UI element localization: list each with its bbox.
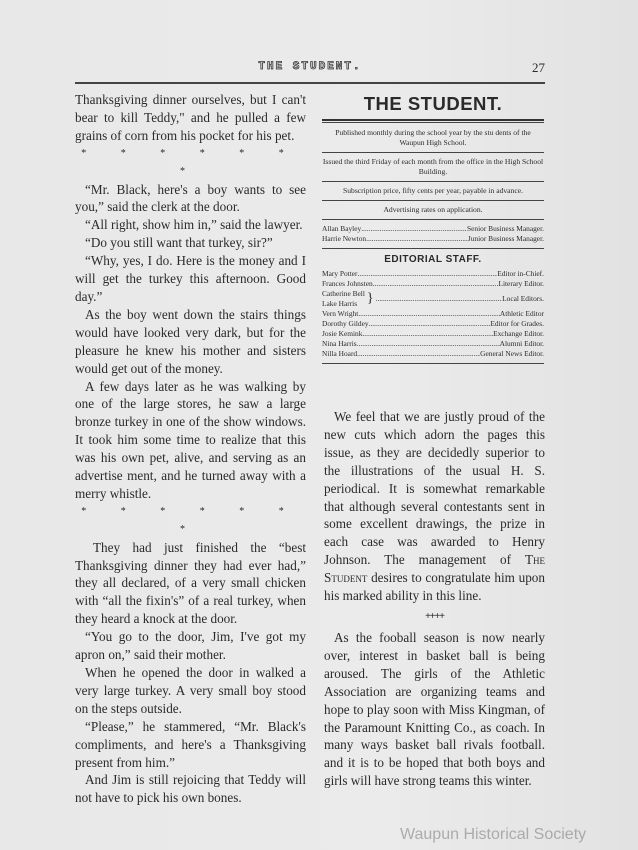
staff-name: Allan Bayley <box>322 224 362 233</box>
staff-name: Nilla Hoard <box>322 349 358 358</box>
staff-row <box>322 319 544 329</box>
watermark: Waupun Historical Society <box>400 826 587 843</box>
staff-role: Junior Business Manager. <box>467 234 544 243</box>
paragraph: “You go to the door, Jim, I've got my apron on,” said their mother. <box>75 629 306 663</box>
paragraph-new-cuts <box>324 408 545 605</box>
staff-row <box>322 339 544 349</box>
staff-row <box>322 279 544 289</box>
paragraph: “Mr. Black, here's a boy wants to see you,” said the clerk at the door. <box>75 181 306 215</box>
staff-role: Senior Business Manager. <box>467 224 544 233</box>
paragraph: Thanksgiving dinner ourselves, but I can't bear to kill Teddy," and he pulled a few grains of corn from his pocket for his pet. <box>75 92 306 143</box>
dot-leader <box>376 294 502 304</box>
dot-leader <box>361 224 467 234</box>
brace-mark: } <box>366 291 374 306</box>
dot-leader <box>369 319 491 329</box>
publication-name: The Student <box>324 552 545 586</box>
staff-role: Alumni Editor. <box>499 339 544 348</box>
paragraph: “Do you still want that turkey, sir?” <box>85 235 273 251</box>
masthead-title: THE STUDENT. <box>363 93 503 114</box>
manager-row <box>322 234 544 244</box>
staff-name: Vern Wright <box>322 309 359 318</box>
staff-role: Literary Editor. <box>498 279 544 288</box>
paragraph-basketball: As the fooball season is now nearly over, interest in basket ball is being aroused. The girls of the Athletic Association are organizing teams and hope to play soon with Miss Kingman, of the Paramount Knitting Co., as coach. In many ways basket ball rivals football. and it is to be hoped that both boys and girls will have strong teams this winter. <box>324 629 545 789</box>
published-note: Published monthly during the school year by the stu dents of the Waupun High School. <box>335 128 531 147</box>
staff-role: Local Editors. <box>502 294 544 303</box>
staff-role: Editor in-Chief. <box>497 269 544 278</box>
staff-role: Editor for Grades. <box>490 319 544 328</box>
paragraph: “All right, show him in,” said the lawyer. <box>85 217 303 233</box>
rule <box>322 248 544 249</box>
masthead <box>322 92 544 368</box>
paragraph-text: desires to congratulate him upon his marked ability in this line. <box>324 570 545 604</box>
rule <box>322 363 544 364</box>
paragraph: “Why, yes, I do. Here is the money and I will get the turkey this afternoon. Good day.” <box>75 253 306 304</box>
staff-row <box>322 329 544 339</box>
staff-name: Harrie Newton <box>322 234 367 243</box>
section-break: * * * * * * * <box>81 147 300 177</box>
staff-row <box>322 309 544 319</box>
local-editors-names <box>322 289 365 309</box>
section-divider: ++++ <box>425 610 444 622</box>
manager-row <box>322 224 544 234</box>
staff-role: Athletic Editor <box>499 309 544 318</box>
running-head <box>75 61 545 77</box>
paragraph: They had just finished the “best Thanksgiving dinner they had ever had,” they all declared, of a very small chicken with “all the fixin's” of a real turkey, when they heard a knock at the door. <box>75 539 306 627</box>
advertising-note: Advertising rates on application. <box>383 205 483 214</box>
issued-note: Issued the third Friday of each month from the office in the High School Building. <box>322 157 544 176</box>
staff-name: Josie Kemink <box>322 329 363 338</box>
dot-leader <box>357 339 500 349</box>
rule <box>322 152 544 153</box>
rule <box>322 181 544 182</box>
paragraph: A few days later as he was walking by one of the large stores, he saw a large bronze turkey in one of the show windows. It took him some time to realize that this was his own pet, alive, and serving as an advertise ment, and he turned away with a merry whistle. <box>75 378 306 501</box>
subscription-note: Subscription price, fifty cents per year, payable in advance. <box>343 186 523 195</box>
staff-name: Lake Harris <box>322 299 358 308</box>
right-column <box>324 408 545 790</box>
staff-row <box>322 269 544 279</box>
dot-leader <box>357 349 480 359</box>
paragraph: As the boy went down the stairs things would have looked very dark, but for the pleasure he knew his mother and sisters would get out of the money. <box>75 306 306 376</box>
left-column <box>75 91 306 807</box>
dot-leader <box>358 269 498 279</box>
staff-name: Mary Potter <box>322 269 358 278</box>
dot-leader <box>362 329 493 339</box>
running-title: THE STUDENT. <box>258 61 362 73</box>
staff-name: Dorothy Gildey <box>322 319 369 328</box>
page-number: 27 <box>532 60 545 75</box>
staff-name: Catherine Bell <box>322 289 365 298</box>
dot-leader <box>366 234 468 244</box>
header-rule <box>75 82 545 84</box>
dot-leader <box>358 309 500 319</box>
rule <box>322 200 544 201</box>
local-editors-row <box>322 289 544 309</box>
staff-name: Nina Harris <box>322 339 357 348</box>
staff-role: General News Editor. <box>480 349 544 358</box>
rule <box>322 219 544 220</box>
editorial-staff-heading: EDITORIAL STAFF. <box>384 254 482 265</box>
paragraph-text: We feel that we are justly proud of the new cuts which adorn the pages this issue, as they are decidedly superior to the illustrations of the usual H. S. periodical. It is somewhat remarkable that although several contestants sent in some excellent drawings, the prize in each case was awarded to Henry Johnson. The management of <box>324 409 545 568</box>
staff-row <box>322 349 544 359</box>
dot-leader <box>373 279 499 289</box>
staff-role: Exchange Editor. <box>493 329 544 338</box>
paragraph: And Jim is still rejoicing that Teddy will not have to pick his own bones. <box>75 772 306 806</box>
staff-name: Frances Johnsten <box>322 279 373 288</box>
section-break: * * * * * * * <box>81 505 300 535</box>
double-rule <box>322 119 544 123</box>
paragraph: “Please,” he stammered, “Mr. Black's compliments, and here's a Thanksgiving present from him.” <box>75 718 306 770</box>
paragraph: When he opened the door in walked a very large turkey. A very small boy stood on the steps outside. <box>75 665 306 716</box>
